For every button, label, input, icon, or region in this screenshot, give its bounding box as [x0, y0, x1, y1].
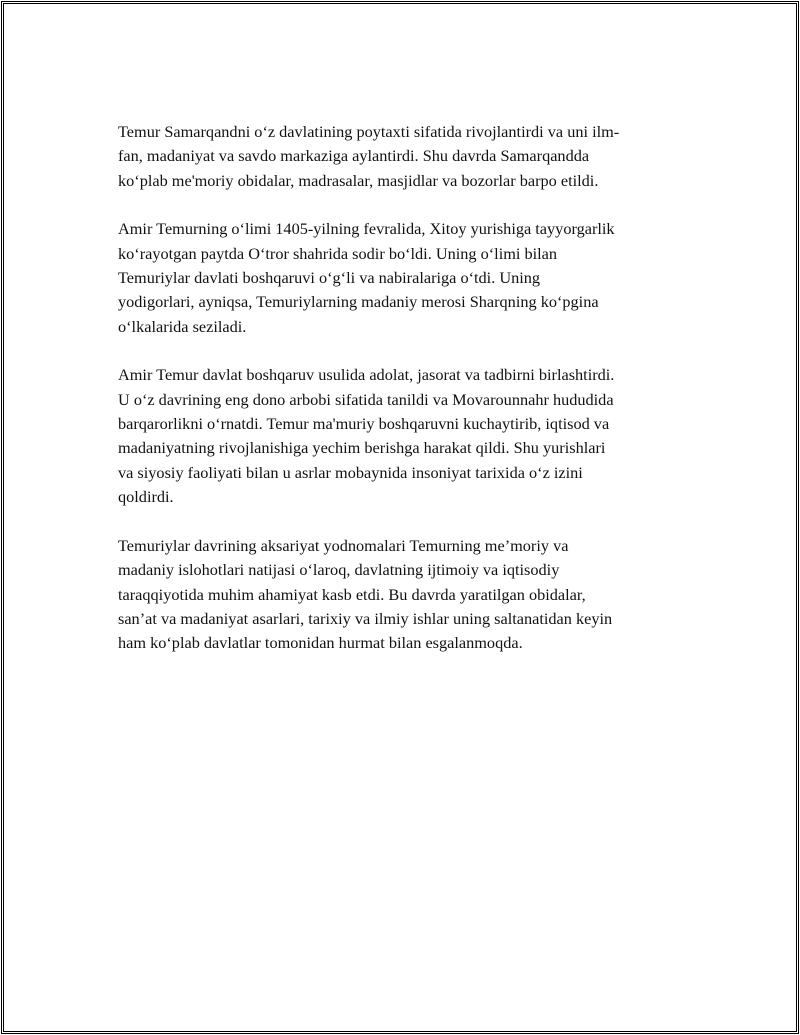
text-line: ham ko‘plab davlatlar tomonidan hurmat bilan esgalanmoqda.: [118, 633, 523, 653]
paragraph-1: [118, 120, 688, 193]
text-line: barqarorlikni o‘rnatdi. Temur ma'muriy boshqaruvni kuchaytirib, iqtisod va: [118, 414, 610, 434]
text-line: yodigorlari, ayniqsa, Temuriylarning madaniy merosi Sharqning ko‘pgina: [118, 292, 599, 312]
text-line: qoldirdi.: [118, 487, 174, 507]
text-line: madaniyatning rivojlanishiga yechim berishga harakat qildi. Shu yurishlari: [118, 438, 606, 458]
text-line: Amir Temur davlat boshqaruv usulida adolat, jasorat va tadbirni birlashtirdi.: [118, 365, 615, 385]
paragraph-4: [118, 534, 688, 656]
text-line: ko‘rayotgan paytda O‘tror shahrida sodir bo‘ldi. Uning o‘limi bilan: [118, 243, 558, 263]
paragraph-2: [118, 217, 688, 339]
text-line: fan, madaniyat va savdo markaziga aylantirdi. Shu davrda Samarqandda: [118, 146, 590, 166]
text-line: o‘lkalarida seziladi.: [118, 316, 247, 336]
text-line: taraqqiyotida muhim ahamiyat kasb etdi. Bu davrda yaratilgan obidalar,: [118, 584, 586, 604]
paragraph-3: [118, 363, 688, 509]
text-line: ko‘plab me'moriy obidalar, madrasalar, masjidlar va bozorlar barpo etildi.: [118, 170, 599, 190]
text-line: madaniy islohotlari natijasi o‘laroq, davlatning ijtimoiy va iqtisodiy: [118, 560, 560, 580]
text-line: Temur Samarqandni o‘z davlatining poytaxti sifatida rivojlantirdi va uni ilm-: [118, 122, 620, 141]
document-body: [118, 120, 688, 680]
text-line: va siyosiy faoliyati bilan u asrlar mobaynida insoniyat tarixida o‘z izini: [118, 462, 583, 482]
text-line: Amir Temurning o‘limi 1405-yilning fevralida, Xitoy yurishiga tayyorgarlik: [118, 219, 615, 239]
document-page: [3, 3, 797, 1032]
text-line: Temuriylar davlati boshqaruvi o‘g‘li va nabiralariga o‘tdi. Uning: [118, 268, 541, 288]
text-line: san’at va madaniyat asarlari, tarixiy va ilmiy ishlar uning saltanatidan keyin: [118, 608, 613, 628]
text-line: U o‘z davrining eng dono arbobi sifatida tanildi va Movarounnahr hududida: [118, 389, 614, 409]
text-line: Temuriylar davrining aksariyat yodnomalari Temurning me’moriy va: [118, 535, 569, 555]
